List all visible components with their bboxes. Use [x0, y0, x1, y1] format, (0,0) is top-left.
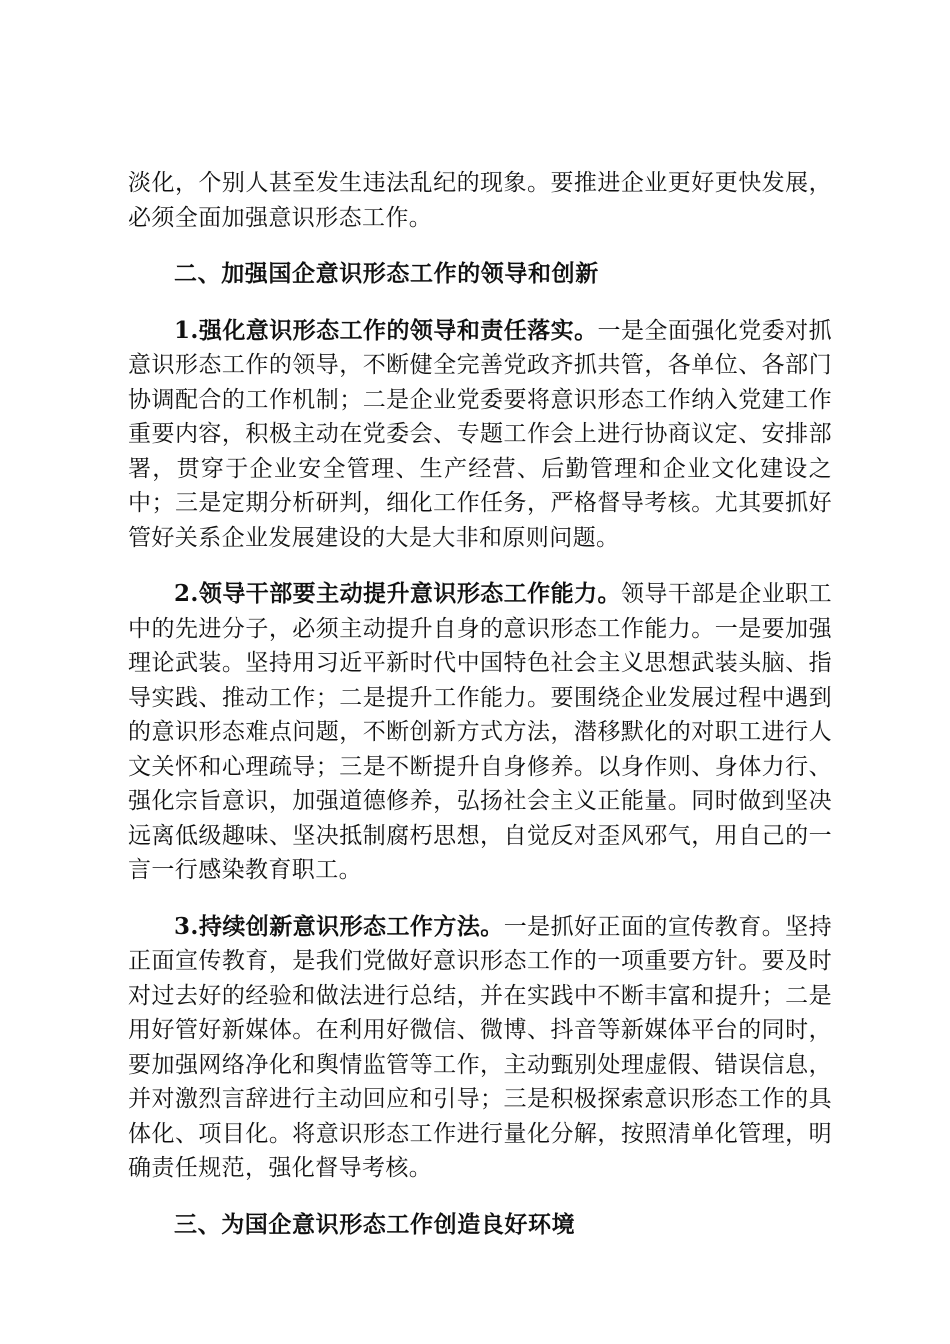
item-3-lead: 3.持续创新意识形态工作方法。 — [174, 912, 504, 940]
paragraph-item-1 — [128, 314, 832, 556]
section-heading-3: 三、为国企意识形态工作创造良好环境 — [174, 1210, 576, 1238]
paragraph-item-3 — [128, 910, 832, 1186]
item-2-body: 领导干部是企业职工中的先进分子，必须主动提升自身的意识形态工作能力。一是要加强理论武装。坚持用习近平新时代中国特色社会主义思想武装头脑、指导实践、推动工作；二是提升工作能力。要围绕企业发展过程中遇到的意识形态难点问题，不断创新方式方法，潜移默化的对职工进行人文关怀和心理疏导；三是不断提升自身修养。以身作则、身体力行、强化宗旨意识，加强道德修养，弘扬社会主义正能量。同时做到坚决远离低级趣味、坚决抵制腐朽思想，自觉反对歪风邪气，用自己的一言一行感染教育职工。 — [128, 581, 832, 883]
item-1-lead: 1.强化意识形态工作的领导和责任落实。 — [174, 316, 598, 344]
document-body — [128, 166, 832, 1242]
paragraph-item-2 — [128, 577, 832, 888]
item-2-lead: 2.领导干部要主动提升意识形态工作能力。 — [174, 580, 621, 607]
section-heading-2: 二、加强国企意识形态工作的领导和创新 — [174, 260, 599, 287]
paragraph-continuation: 淡化，个别人甚至发生违法乱纪的现象。要推进企业更好更快发展，必须全面加强意识形态工作。 — [128, 170, 832, 231]
item-3-body: 一是抓好正面的宣传教育。坚持正面宣传教育，是我们党做好意识形态工作的一项重要方针。要及时对过去好的经验和做法进行总结，并在实践中不断丰富和提升；二是用好管好新媒体。在利用好微信、微博、抖音等新媒体平台的同时，要加强网络净化和舆情监管等工作，主动甄别处理虚假、错误信息，并对激烈言辞进行主动回应和引导；三是积极探索意识形态工作的具体化、项目化。将意识形态工作进行量化分解，按照清单化管理，明确责任规范，强化督导考核。 — [128, 913, 832, 1181]
item-1-body: 一是全面强化党委对抓意识形态工作的领导，不断健全完善党政齐抓共管，各单位、各部门协调配合的工作机制；二是企业党委要将意识形态工作纳入党建工作重要内容，积极主动在党委会、专题工作会上进行协商议定、安排部署，贯穿于企业安全管理、生产经营、后勤管理和企业文化建设之中；三是定期分析研判，细化工作任务，严格督导考核。尤其要抓好管好关系企业发展建设的大是大非和原则问题。 — [128, 317, 832, 551]
